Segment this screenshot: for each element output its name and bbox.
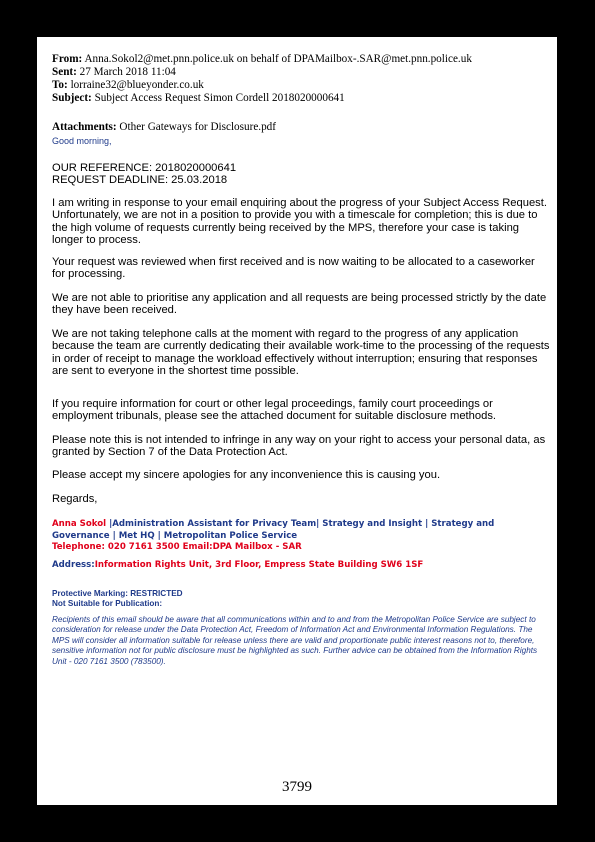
protective-marking [52,589,550,610]
attachments-value: Other Gateways for Disclosure.pdf [119,121,276,133]
paragraph-7: Please accept my sincere apologies for any inconvenience this is causing you. [52,469,441,481]
page-number: 3799 [282,779,312,795]
request-deadline: REQUEST DEADLINE: 25.03.2018 [52,174,228,187]
signature-name: Anna Sokol [52,519,107,529]
signature-address [52,560,550,572]
attachments-line [52,121,276,134]
signature-role: |Administration Assistant for Privacy Team| Strategy and Insight | Strategy and Governance | Met HQ | Metropolitan Police Service [52,519,495,541]
signature-email: DPA Mailbox - SAR [212,542,302,553]
subject-label: Subject: [52,92,92,104]
regards: Regards, [52,493,98,505]
subject-line [52,92,345,105]
to-label: To: [52,79,68,91]
from-value: Anna.Sokol2@met.pnn.police.uk on behalf of DPAMailbox-.SAR@met.pnn.police.uk [84,53,472,65]
signature-telephone: Telephone: 020 7161 3500 Email: [52,542,213,553]
sent-value: 27 March 2018 11:04 [79,66,176,78]
paragraph-1: I am writing in response to your email enquiring about the progress of your Subject Access Request. Unfortunately, we are not in a position to provide you with a timescale for completion; this is due to the high volume of requests currently being received by the MPS, therefore your case is taking longer to process. [52,197,547,247]
greeting: Good morning, [52,136,112,146]
from-label: From: [52,53,83,65]
sent-label: Sent: [52,66,77,78]
disclaimer: Recipients of this email should be aware that all communications within and to and from the Metropolitan Police Service are subject to consideration for release under the Data Protection Act, Freedom of Information Act and Environmental Information Regulations. The MPS will consider all information suitable for release unless there are valid and proportionate public interest reasons not to, therefore, sensitive information not for public disclosure must be highlighted as such. Further advice can be obtained from the Information Rights Unit - 020 7161 3500 (783500). [52,615,538,666]
sent-line [52,66,176,79]
subject-value: Subject Access Request Simon Cordell 2018020000641 [94,92,345,104]
from-line [52,53,472,66]
paragraph-3: We are not able to prioritise any application and all requests are being processed strictly by the date they have been received. [52,292,547,317]
to-value: lorraine32@blueyonder.co.uk [70,79,204,91]
publication-label: Not Suitable for Publication: [52,599,163,609]
paragraph-4: We are not taking telephone calls at the moment with regard to the progress of any application because the team are currently dedicating their available work-time to the processing of the requests in order of receipt to manage the workload effectively without interruption; ensuring that responses are sent to everyone in the shortest time possible. [52,328,550,378]
attachments-label: Attachments: [52,121,117,133]
protective-marking-label: Protective Marking: RESTRICTED [52,589,183,598]
paragraph-6: Please note this is not intended to infringe in any way on your right to access your personal data, as granted by Section 7 of the Data Protection Act. [52,434,546,459]
reference-number: OUR REFERENCE: 2018020000641 [52,162,237,174]
address-value: Information Rights Unit, 3rd Floor, Empress State Building SW6 1SF [94,560,424,570]
reference-block [52,162,550,187]
signature-block [52,519,550,554]
paragraph-2: Your request was reviewed when first received and is now waiting to be allocated to a caseworker for processing. [52,256,535,281]
to-line [52,79,204,92]
document-page [37,37,557,805]
address-label: Address: [52,560,95,570]
paragraph-5: If you require information for court or other legal proceedings, family court proceedings or employment tribunals, please see the attached document for suitable disclosure methods. [52,398,497,423]
